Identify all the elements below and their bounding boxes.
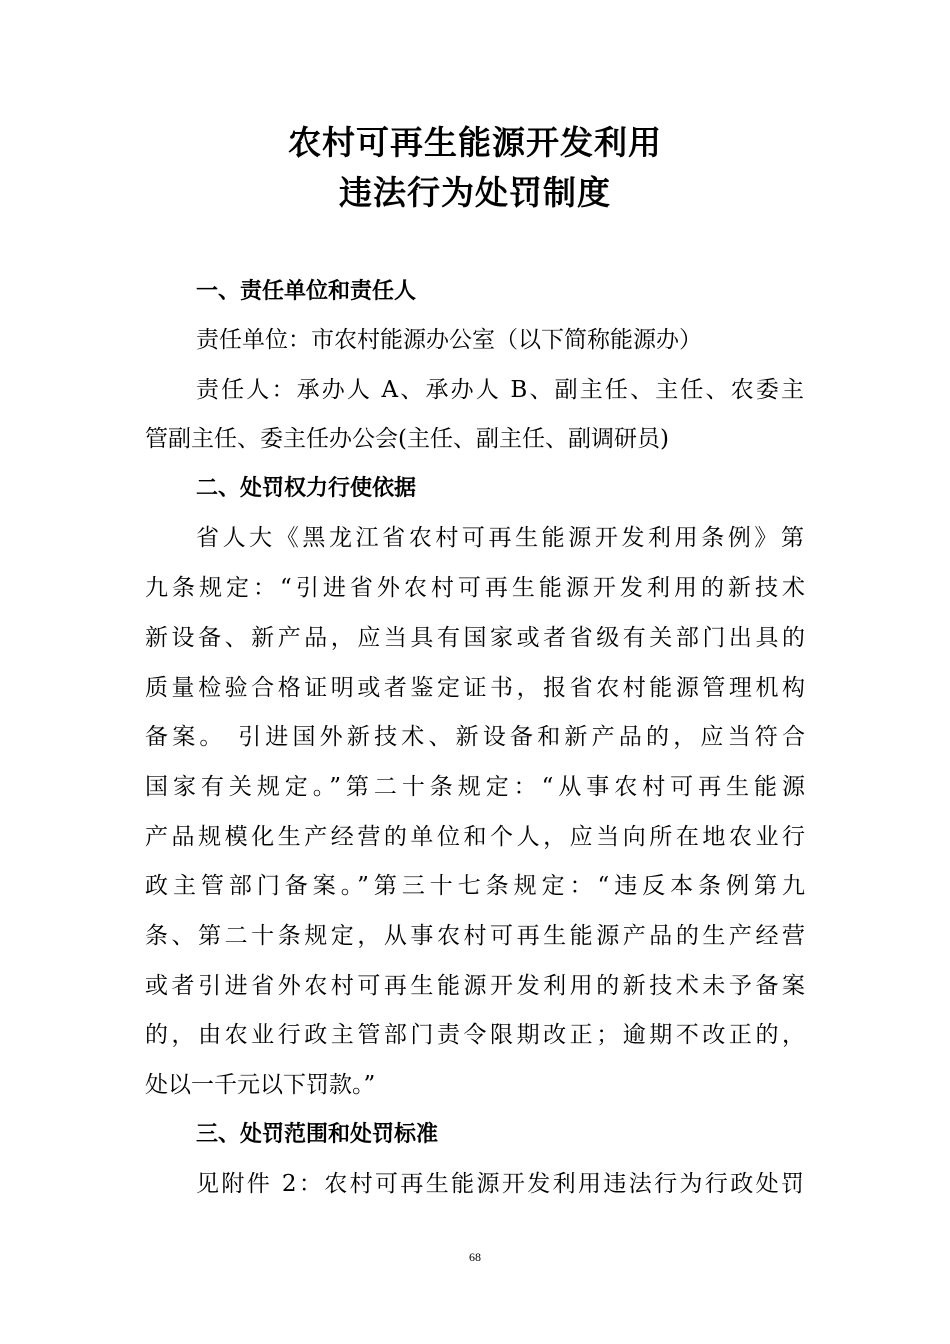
section-2-line-4: 质量检验合格证明或者鉴定证书，报省农村能源管理机构 xyxy=(145,675,805,701)
section-2-line-5: 备案。 引进国外新技术、新设备和新产品的，应当符合 xyxy=(145,724,805,750)
section-3-heading: 三、处罚范围和处罚标准 xyxy=(196,1122,439,1147)
section-1-line-3: 管副主任、委主任办公会(主任、副主任、副调研员) xyxy=(145,426,669,452)
section-2-line-9: 条、第二十条规定，从事农村可再生能源产品的生产经营 xyxy=(145,923,805,949)
section-3-line-1: 见附件 2：农村可再生能源开发利用违法行为行政处罚 xyxy=(196,1171,804,1197)
document-title-line-2: 违法行为处罚制度 xyxy=(339,173,611,212)
section-2-line-6: 国家有关规定。”第二十条规定：“从事农村可再生能源 xyxy=(145,774,805,800)
section-2-line-2: 九条规定：“引进省外农村可再生能源开发利用的新技术 xyxy=(145,575,805,601)
section-2-line-8: 政主管部门备案。”第三十七条规定：“违反本条例第九 xyxy=(145,873,805,899)
section-1-line-2: 责任人：承办人 A、承办人 B、副主任、主任、农委主 xyxy=(196,377,804,403)
section-2-line-11: 的，由农业行政主管部门责令限期改正；逾期不改正的， xyxy=(145,1022,805,1048)
page-number: 68 xyxy=(469,1250,481,1264)
section-2-heading: 二、处罚权力行使依据 xyxy=(196,476,417,501)
section-2-line-3: 新设备、新产品，应当具有国家或者省级有关部门出具的 xyxy=(145,625,805,651)
section-2-line-7: 产品规模化生产经营的单位和个人，应当向所在地农业行 xyxy=(145,824,805,850)
section-2-line-10: 或者引进省外农村可再生能源开发利用的新技术未予备案 xyxy=(145,973,805,999)
section-1-line-1: 责任单位：市农村能源办公室（以下简称能源办） xyxy=(196,327,702,353)
document-title-line-1: 农村可再生能源开发利用 xyxy=(288,123,662,162)
section-2-line-12: 处以一千元以下罚款。” xyxy=(145,1072,376,1098)
section-2-line-1: 省人大《黑龙江省农村可再生能源开发利用条例》第 xyxy=(196,525,804,551)
section-1-heading: 一、责任单位和责任人 xyxy=(196,279,417,304)
